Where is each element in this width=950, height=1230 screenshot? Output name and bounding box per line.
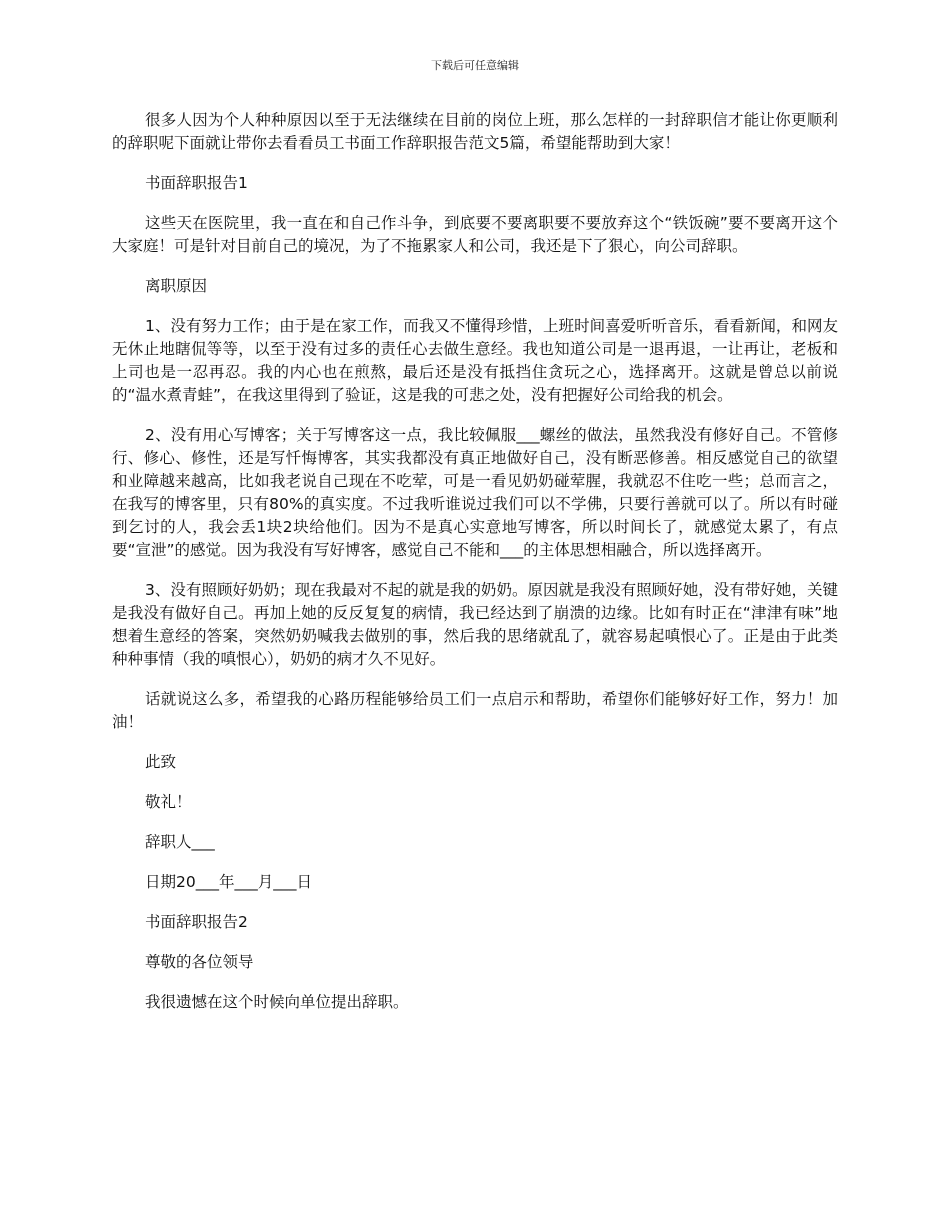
salutation-line: 此致 [145,753,177,771]
document-body [112,109,838,1031]
intro-paragraph: 很多人因为个人种种原因以至于无法继续在目前的岗位上班，那么怎样的一封辞职信才能让你更顺利的辞职呢下面就让带你去看看员工书面工作辞职报告范文5篇，希望能帮助到大家！ [112,111,838,152]
closing-paragraph: 话就说这么多，希望我的心路历程能够给员工们一点启示和帮助，希望你们能够好好工作，努力！加油！ [112,690,838,731]
subheading-reasons: 离职原因 [145,277,208,295]
reason-paragraph-2: 2、没有用心写博客；关于写博客这一点，我比较佩服___螺丝的做法，虽然我没有修好自己。不管修行、修心、修性，还是写忏悔博客，其实我都没有真正地做好自己，没有断恶修善。相反感觉自己的欲望和业障越来越高，比如我老说自己现在不吃荤，可是一看见奶奶碰荤腥，我就忍不住吃一些；总而言之，在我写的博客里，只有80%的真实度。不过我听谁说过我们可以不学佛，只要行善就可以了。所以有时碰到乞讨的人，我会丢1块2块给他们。因为不是真心实意地写博客，所以时间长了，就感觉太累了，有点要“宣泄”的感觉。因为我没有写好博客，感觉自己不能和___的主体思想相融合，所以选择离开。 [112,426,838,559]
regards-line: 敬礼！ [145,793,192,811]
date-line: 日期20___年___月___日 [145,873,312,891]
signature-line: 辞职人___ [145,833,215,851]
opening-sentence: 我很遗憾在这个时候向单位提出辞职。 [145,993,409,1011]
reason-paragraph-3: 3、没有照顾好奶奶；现在我最对不起的就是我的奶奶。原因就是我没有照顾好她，没有带好她，关键是我没有做好自己。再加上她的反反复复的病情，我已经达到了崩溃的边缘。比如有时正在“津津有味”地想着生意经的答案，突然奶奶喊我去做别的事，然后我的思绪就乱了，就容易起嗔恨心了。正是由于此类种种事情（我的嗔恨心），奶奶的病才久不见好。 [112,581,838,668]
section-heading-report-1: 书面辞职报告1 [145,174,248,192]
body-paragraph: 这些天在医院里，我一直在和自己作斗争，到底要不要离职要不要放弃这个“铁饭碗”要不要离开这个大家庭！可是针对目前自己的境况，为了不拖累家人和公司，我还是下了狠心，向公司辞职。 [112,214,838,255]
greeting-line: 尊敬的各位领导 [145,953,254,971]
reason-paragraph-1: 1、没有努力工作；由于是在家工作，而我又不懂得珍惜，上班时间喜爱听听音乐，看看新闻，和网友无休止地瞎侃等等，以至于没有过多的责任心去做生意经。我也知道公司是一退再退，一让再让，老板和上司也是一忍再忍。我的内心也在煎熬，最后还是没有抵挡住贪玩之心，选择离开。这就是曾总以前说的“温水煮青蛙”，在我这里得到了验证，这是我的可悲之处，没有把握好公司给我的机会。 [112,317,838,404]
section-heading-report-2: 书面辞职报告2 [145,913,248,931]
page-header: 下载后可任意编辑 [431,59,519,72]
